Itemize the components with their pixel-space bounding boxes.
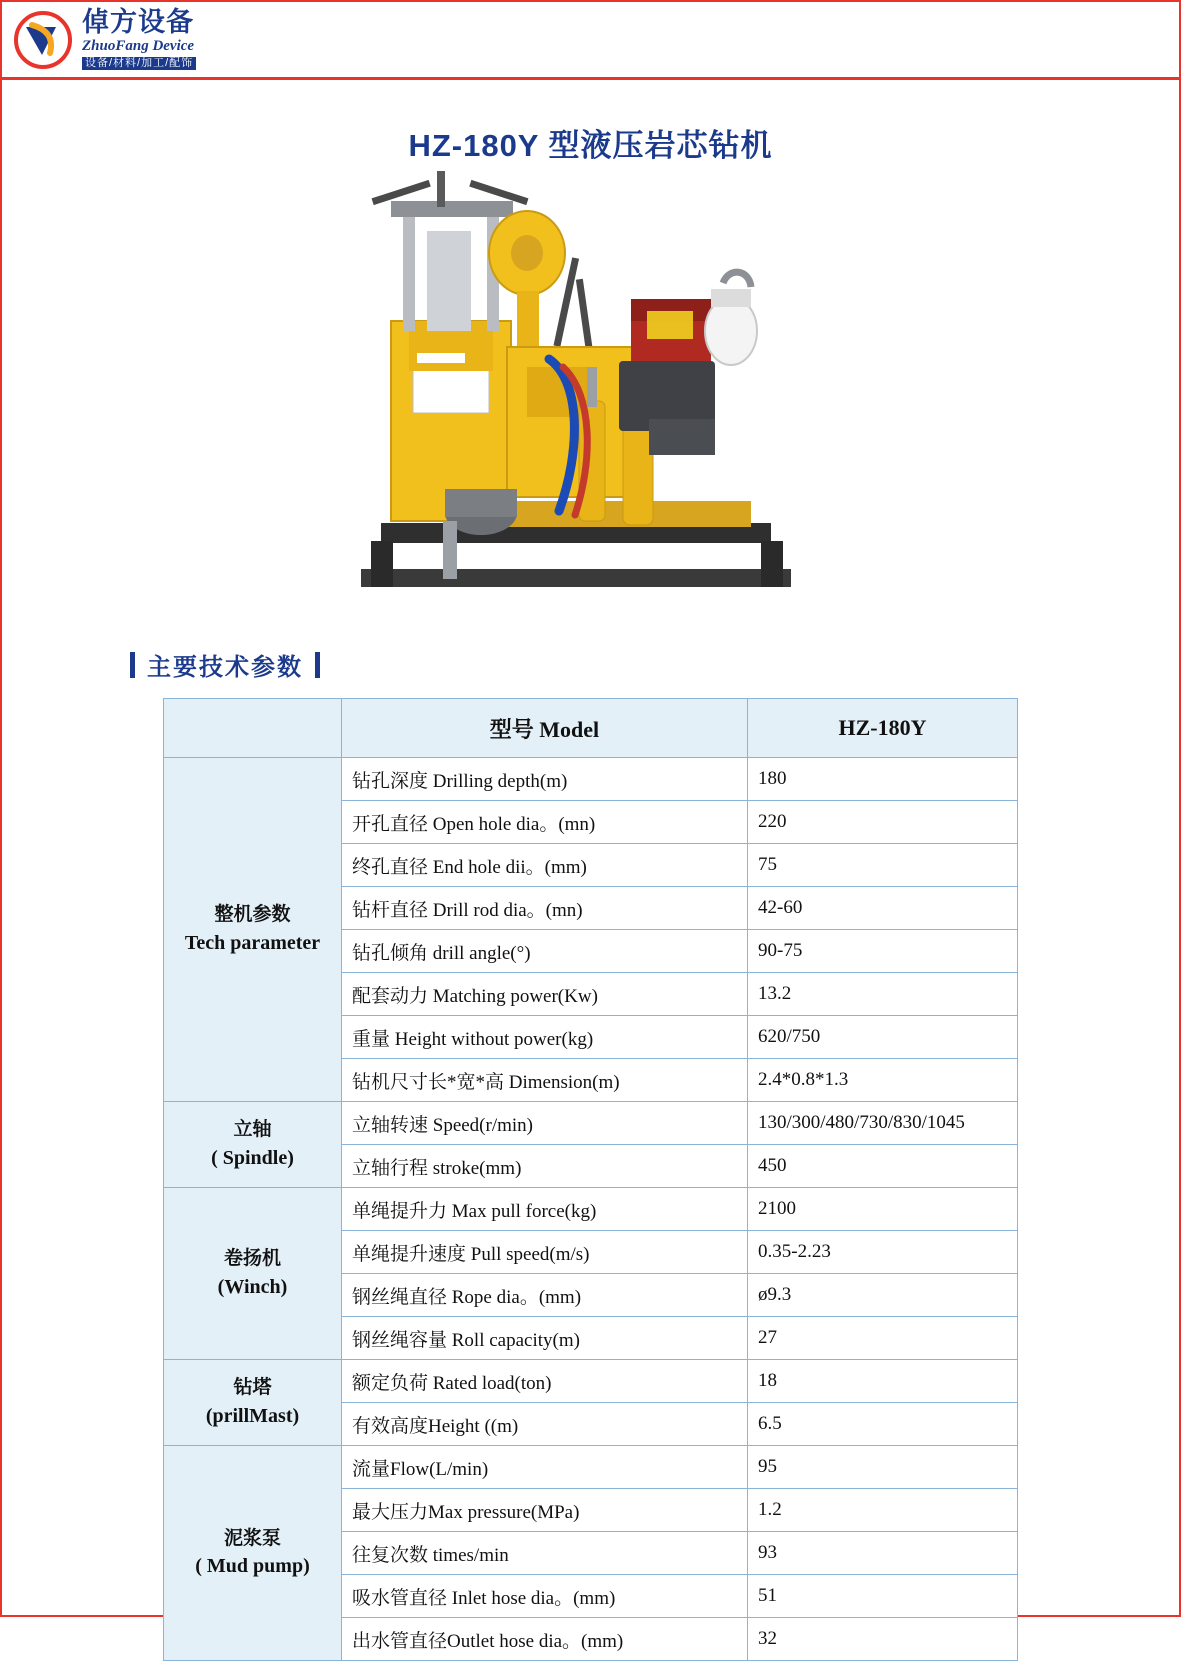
param-value: 95 (748, 1446, 1018, 1489)
group-label-winch (164, 1188, 342, 1360)
table-row (164, 1188, 1018, 1231)
param-value: 620/750 (748, 1016, 1018, 1059)
group-label-cn: 钻塔 (233, 1377, 272, 1399)
param-value: 90-75 (748, 930, 1018, 973)
table-row (164, 758, 1018, 801)
param-value: 0.35-2.23 (748, 1231, 1018, 1274)
section-title-text: 主要技术参数 (147, 654, 303, 681)
group-label-en: ( Mud pump) (195, 1555, 310, 1578)
company-logo (12, 9, 196, 70)
param-value: 93 (748, 1532, 1018, 1575)
param-name: 吸水管直径 Inlet hose dia。(mm) (342, 1575, 748, 1618)
page-title: HZ-180Y 型液压岩芯钻机 (408, 128, 773, 163)
param-value: 18 (748, 1360, 1018, 1403)
group-label-mud-pump (164, 1446, 342, 1661)
param-name: 开孔直径 Open hole dia。(mn) (342, 801, 748, 844)
group-label-cn: 立轴 (233, 1119, 272, 1141)
param-name: 立轴转速 Speed(r/min) (342, 1102, 748, 1145)
param-name: 额定负荷 Rated load(ton) (342, 1360, 748, 1403)
param-value: 42-60 (748, 887, 1018, 930)
group-label-en: (prillMast) (205, 1404, 300, 1427)
header-group-cell (164, 699, 342, 758)
logo-tagline: 设备/材料/加工/配饰 (82, 57, 196, 70)
logo-company-cn: 倬方设备 (82, 7, 194, 37)
param-name: 钻孔倾角 drill angle(°) (342, 930, 748, 973)
param-value: 75 (748, 844, 1018, 887)
group-label-en: ( Spindle) (211, 1146, 294, 1169)
param-value: 32 (748, 1618, 1018, 1661)
group-label-cn: 整机参数 (214, 904, 291, 926)
group-label-en: Tech parameter (184, 931, 321, 954)
heading-bar-right-icon (315, 652, 320, 678)
param-value: 1.2 (748, 1489, 1018, 1532)
param-name: 重量 Height without power(kg) (342, 1016, 748, 1059)
table-row (164, 1360, 1018, 1403)
logo-text (82, 9, 196, 70)
group-label-cn: 卷扬机 (223, 1248, 281, 1270)
group-label-drill-mast (164, 1360, 342, 1446)
param-name: 单绳提升速度 Pull speed(m/s) (342, 1231, 748, 1274)
group-label-en: (Winch) (217, 1275, 288, 1298)
param-value: 6.5 (748, 1403, 1018, 1446)
param-name: 流量Flow(L/min) (342, 1446, 748, 1489)
group-label-tech-parameter (164, 758, 342, 1102)
param-value: 220 (748, 801, 1018, 844)
param-value: 51 (748, 1575, 1018, 1618)
heading-bar-left-icon (130, 652, 135, 678)
param-value: ø9.3 (748, 1274, 1018, 1317)
param-value: 130/300/480/730/830/1045 (748, 1102, 1018, 1145)
param-value: 180 (748, 758, 1018, 801)
table-header-row (164, 699, 1018, 758)
param-name: 有效高度Height ((m) (342, 1403, 748, 1446)
param-value: 2100 (748, 1188, 1018, 1231)
param-name: 钻机尺寸长*宽*高 Dimension(m) (342, 1059, 748, 1102)
group-label-cn: 泥浆泵 (223, 1527, 281, 1549)
drilling-rig-illustration (331, 171, 851, 641)
header-model-cell: 型号 Model (342, 699, 748, 758)
logo-mark-icon (12, 11, 74, 69)
param-name: 最大压力Max pressure(MPa) (342, 1489, 748, 1532)
param-name: 钻孔深度 Drilling depth(m) (342, 758, 748, 801)
table-row (164, 1446, 1018, 1489)
param-name: 终孔直径 End hole dii。(mm) (342, 844, 748, 887)
logo-company-en: ZhuoFang Device (82, 38, 195, 54)
param-name: 往复次数 times/min (342, 1532, 748, 1575)
param-name: 配套动力 Matching power(Kw) (342, 973, 748, 1016)
table-row (164, 1102, 1018, 1145)
param-name: 出水管直径Outlet hose dia。(mm) (342, 1618, 748, 1661)
param-value: 450 (748, 1145, 1018, 1188)
param-name: 钻杆直径 Drill rod dia。(mn) (342, 887, 748, 930)
param-value: 2.4*0.8*1.3 (748, 1059, 1018, 1102)
product-image (2, 171, 1179, 641)
param-value: 27 (748, 1317, 1018, 1360)
param-name: 钢丝绳容量 Roll capacity(m) (342, 1317, 748, 1360)
param-name: 钢丝绳直径 Rope dia。(mm) (342, 1274, 748, 1317)
header-model-value: HZ-180Y (748, 699, 1018, 758)
group-label-spindle (164, 1102, 342, 1188)
param-value: 13.2 (748, 973, 1018, 1016)
section-heading (130, 647, 1179, 682)
spec-table (163, 698, 1018, 1661)
param-name: 单绳提升力 Max pull force(kg) (342, 1188, 748, 1231)
param-name: 立轴行程 stroke(mm) (342, 1145, 748, 1188)
page-header (2, 2, 1179, 80)
